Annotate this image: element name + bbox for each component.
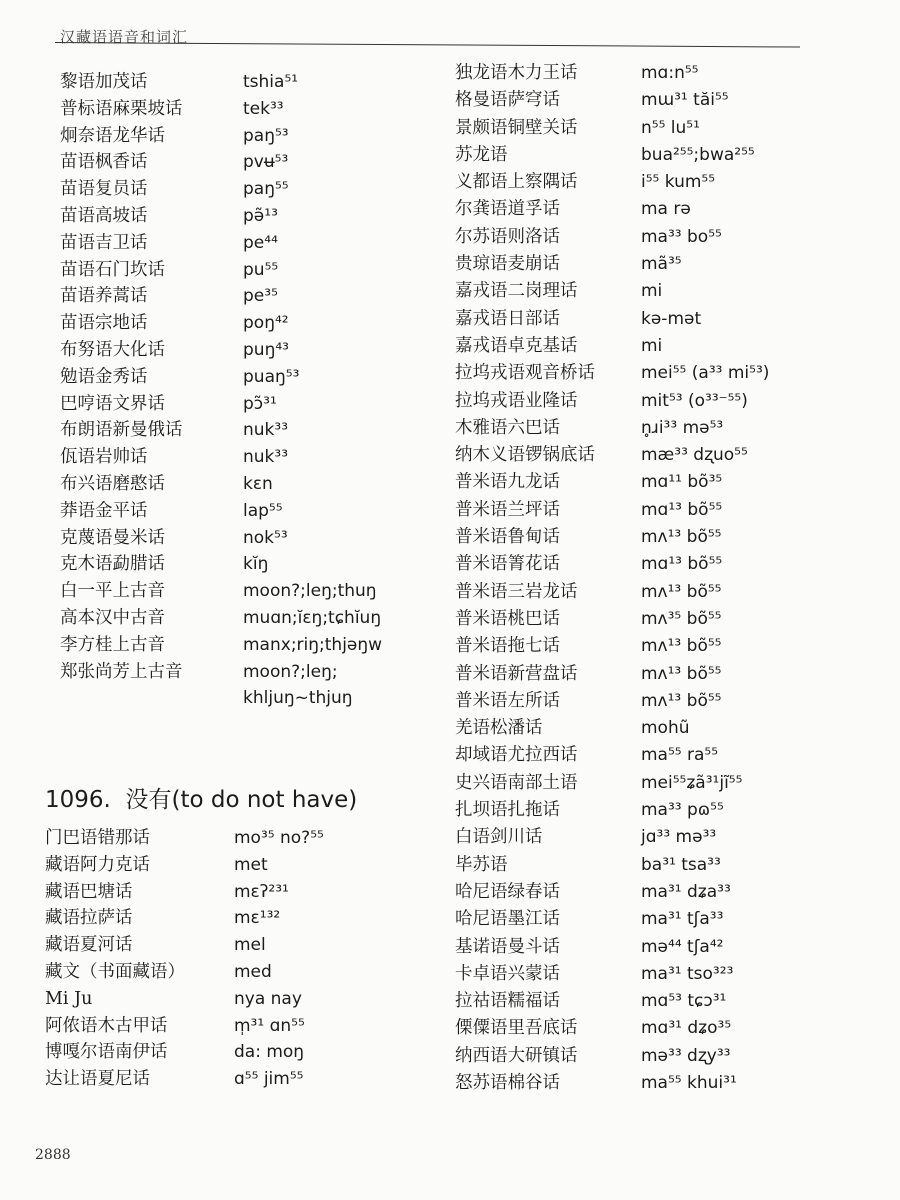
entry-row bbox=[455, 962, 855, 989]
language-name: 却域语尤拉西话 bbox=[455, 745, 578, 766]
language-name: 景颇语铜壁关话 bbox=[455, 117, 578, 138]
language-name: 傈僳语里吾底话 bbox=[455, 1018, 578, 1039]
language-name: 藏语阿力克话 bbox=[45, 854, 150, 875]
language-name: 木雅语六巴话 bbox=[455, 417, 560, 438]
phonetic-form: n̥ɹi³³ mə⁵³ bbox=[641, 417, 724, 438]
phonetic-form: mɑ¹³ bõ⁵⁵ bbox=[641, 554, 723, 575]
entry-row bbox=[60, 418, 400, 445]
entry-row bbox=[455, 416, 855, 443]
phonetic-form: nuk³³ bbox=[243, 420, 289, 441]
entry-row bbox=[60, 284, 400, 311]
entry-row bbox=[455, 880, 855, 907]
entry-row bbox=[60, 97, 400, 124]
entry-row bbox=[455, 716, 855, 743]
language-name: 扎坝语扎拖话 bbox=[455, 800, 560, 821]
phonetic-form: ma³¹ tso³²³ bbox=[641, 963, 734, 984]
phonetic-form: mit⁵³ (o³³⁻⁵⁵) bbox=[641, 390, 748, 411]
phonetic-form: moon?;leŋ;thuŋ bbox=[243, 581, 377, 602]
entry-row bbox=[60, 633, 400, 660]
entry-row bbox=[455, 88, 855, 115]
phonetic-form: ma³³ bo⁵⁵ bbox=[641, 226, 722, 247]
phonetic-form: mã³⁵ bbox=[641, 254, 682, 275]
language-name: 拉坞戎语业隆话 bbox=[455, 390, 578, 411]
entry-row bbox=[455, 361, 855, 388]
language-name: 克蔑语曼米话 bbox=[60, 527, 165, 548]
phonetic-form: mi bbox=[641, 335, 663, 356]
entry-row bbox=[60, 472, 400, 499]
language-name: 黎语加茂话 bbox=[60, 72, 148, 92]
language-name: 布努语大化话 bbox=[60, 339, 165, 360]
language-name: 羌语松潘话 bbox=[455, 718, 543, 739]
phonetic-form: m̩³¹ ɑn⁵⁵ bbox=[234, 1015, 305, 1036]
phonetic-form: ma⁵⁵ khui³¹ bbox=[641, 1072, 737, 1093]
entry-row bbox=[455, 252, 855, 279]
language-name: 嘉戎语日部话 bbox=[455, 308, 560, 329]
phonetic-form: mʌ¹³ bõ⁵⁵ bbox=[641, 636, 722, 657]
phonetic-form: mei⁵⁵ (a³³ mi⁵³) bbox=[641, 363, 770, 384]
language-name: 白一平上古音 bbox=[60, 581, 165, 602]
entry-row bbox=[60, 258, 400, 285]
language-name: 克木语勐腊话 bbox=[60, 554, 165, 575]
entry-row bbox=[60, 392, 400, 419]
entry-row bbox=[455, 279, 855, 306]
phonetic-form: puŋ⁴³ bbox=[243, 339, 289, 360]
phonetic-form: pɔ̃³¹ bbox=[243, 393, 277, 414]
language-name: 苗语养蒿话 bbox=[60, 286, 148, 307]
language-name: 苗语宗地话 bbox=[60, 313, 148, 334]
language-name: 史兴语南部土语 bbox=[455, 772, 578, 793]
entry-row bbox=[455, 552, 855, 579]
phonetic-form: tek³³ bbox=[243, 98, 284, 119]
phonetic-form: i⁵⁵ kum⁵⁵ bbox=[641, 172, 716, 193]
language-name: 尔苏语则洛话 bbox=[455, 226, 560, 247]
entry-row bbox=[60, 124, 400, 151]
entry-row bbox=[45, 1067, 405, 1094]
phonetic-form: n⁵⁵ lu⁵¹ bbox=[641, 117, 700, 138]
entry-row bbox=[455, 1016, 855, 1043]
language-name: 布兴语磨憨话 bbox=[60, 473, 165, 494]
phonetic-form: paŋ⁵³ bbox=[243, 125, 289, 146]
entry-row bbox=[60, 526, 400, 553]
entry-row bbox=[455, 170, 855, 197]
phonetic-form: mei⁵⁵ʑã³¹jĩ⁵⁵ bbox=[641, 772, 743, 793]
language-name: 独龙语木力王话 bbox=[455, 63, 578, 83]
entry-row bbox=[455, 197, 855, 224]
entry-row bbox=[455, 607, 855, 634]
left-column-upper-list bbox=[60, 70, 400, 713]
phonetic-form: paŋ⁵⁵ bbox=[243, 179, 289, 200]
language-name: 尔龚语道孚话 bbox=[455, 199, 560, 220]
phonetic-form: mɛʔ²³¹ bbox=[234, 881, 289, 902]
entry-row bbox=[455, 853, 855, 880]
language-name: 怒苏语棉谷话 bbox=[455, 1072, 560, 1093]
language-name: 格曼语萨穹话 bbox=[455, 90, 560, 111]
entry-row bbox=[60, 552, 400, 579]
entry-row bbox=[60, 177, 400, 204]
entry-row bbox=[455, 798, 855, 825]
entry-row bbox=[60, 660, 400, 687]
phonetic-form: mʌ¹³ bõ⁵⁵ bbox=[641, 527, 722, 548]
entry-row bbox=[60, 150, 400, 177]
entry-row bbox=[455, 389, 855, 416]
entry-row bbox=[45, 906, 405, 933]
language-name: 门巴语错那话 bbox=[45, 828, 150, 848]
language-name: 普米语九龙话 bbox=[455, 472, 560, 493]
running-head: 汉藏语语音和词汇 bbox=[60, 28, 189, 46]
language-name: 普标语麻栗坡话 bbox=[60, 98, 183, 119]
phonetic-form: ɑ⁵⁵ jim⁵⁵ bbox=[234, 1069, 304, 1090]
phonetic-form: mɛ¹³² bbox=[234, 908, 281, 929]
page-number: 2888 bbox=[35, 1147, 71, 1163]
language-name: 卡卓语兴蒙话 bbox=[455, 963, 560, 984]
phonetic-form: mi bbox=[641, 281, 663, 302]
language-name: 高本汉中古音 bbox=[60, 607, 165, 628]
phonetic-form: lap⁵⁵ bbox=[243, 500, 283, 521]
phonetic-form: mohũ bbox=[641, 718, 690, 739]
phonetic-form: pə̃¹³ bbox=[243, 205, 278, 226]
phonetic-form: ma³³ pɷ⁵⁵ bbox=[641, 800, 724, 821]
entry-row bbox=[455, 771, 855, 798]
phonetic-form: mɯ³¹ tăi⁵⁵ bbox=[641, 90, 729, 111]
phonetic-form: mel bbox=[234, 935, 266, 956]
phonetic-form: mɑ³¹ dʑo³⁵ bbox=[641, 1018, 732, 1039]
entry-row bbox=[455, 743, 855, 770]
phonetic-form: kɛn bbox=[243, 473, 273, 494]
language-name: 苗语高坡话 bbox=[60, 205, 148, 226]
section-number: 1096. bbox=[45, 787, 111, 813]
section-heading bbox=[45, 781, 357, 814]
language-name: 藏语巴塘话 bbox=[45, 881, 133, 902]
language-name: 嘉戎语二岗理话 bbox=[455, 281, 578, 302]
language-name: 藏语夏河话 bbox=[45, 935, 133, 956]
language-name: 拉坞戎语观音桥话 bbox=[455, 363, 595, 384]
language-name: 哈尼语墨江话 bbox=[455, 909, 560, 930]
phonetic-form: ma rə bbox=[641, 199, 691, 220]
entry-row bbox=[45, 853, 405, 880]
entry-row bbox=[455, 634, 855, 661]
phonetic-form: puaŋ⁵³ bbox=[243, 366, 300, 387]
language-name: 白语剑川话 bbox=[455, 827, 543, 848]
entry-row bbox=[60, 70, 400, 97]
language-name: 纳木义语锣锅底话 bbox=[455, 445, 595, 466]
entry-row bbox=[455, 935, 855, 962]
entry-row bbox=[45, 933, 405, 960]
phonetic-form: mə³³ dʐy³³ bbox=[641, 1045, 731, 1066]
entry-row bbox=[45, 826, 405, 853]
language-name: 莽语金平话 bbox=[60, 500, 148, 521]
language-name: 阿侬语木古甲话 bbox=[45, 1015, 168, 1036]
entry-row bbox=[455, 1044, 855, 1071]
entry-row bbox=[455, 116, 855, 143]
phonetic-form: mɑ:n⁵⁵ bbox=[641, 63, 699, 83]
language-name: Mi Ju bbox=[45, 988, 93, 1009]
entry-row bbox=[455, 580, 855, 607]
phonetic-form: bua²⁵⁵;bwa²⁵⁵ bbox=[641, 144, 755, 165]
phonetic-form: nok⁵³ bbox=[243, 527, 288, 548]
entry-row bbox=[60, 606, 400, 633]
entry-row bbox=[60, 445, 400, 472]
phonetic-form: nya nay bbox=[234, 988, 302, 1009]
entry-row bbox=[455, 61, 855, 88]
phonetic-form: mæ³³ dʐuo⁵⁵ bbox=[641, 445, 748, 466]
entry-row bbox=[60, 686, 400, 713]
right-column-list bbox=[455, 61, 855, 1098]
phonetic-form: ma³¹ tʃa³³ bbox=[641, 909, 724, 930]
language-name: 苏龙语 bbox=[455, 144, 508, 165]
phonetic-form: khljuŋ~thjuŋ bbox=[243, 688, 353, 709]
entry-row bbox=[45, 987, 405, 1014]
language-name: 达让语夏尼话 bbox=[45, 1069, 150, 1090]
entry-row bbox=[45, 960, 405, 987]
entry-row bbox=[60, 365, 400, 392]
phonetic-form: jɑ³³ mə³³ bbox=[641, 827, 717, 848]
phonetic-form: pe³⁵ bbox=[243, 286, 278, 307]
entry-row bbox=[455, 470, 855, 497]
entry-row bbox=[45, 880, 405, 907]
language-name: 基诺语曼斗话 bbox=[455, 936, 560, 957]
language-name: 普米语鲁甸话 bbox=[455, 527, 560, 548]
phonetic-form: kə-mət bbox=[641, 308, 702, 329]
entry-row bbox=[455, 525, 855, 552]
entry-row bbox=[455, 307, 855, 334]
entry-row bbox=[455, 143, 855, 170]
language-name: 博嘎尔语南伊话 bbox=[45, 1042, 168, 1063]
language-name: 普米语箐花话 bbox=[455, 554, 560, 575]
entry-row bbox=[60, 311, 400, 338]
language-name: 佤语岩帅话 bbox=[60, 447, 148, 468]
language-name: 苗语枫香话 bbox=[60, 152, 148, 173]
phonetic-form: nuk³³ bbox=[243, 447, 289, 468]
phonetic-form: moon?;leŋ; bbox=[243, 661, 338, 682]
entry-row bbox=[60, 231, 400, 258]
entry-row bbox=[455, 443, 855, 470]
phonetic-form: ma⁵⁵ ra⁵⁵ bbox=[641, 745, 719, 766]
phonetic-form: ma³¹ dʑa³³ bbox=[641, 881, 731, 902]
language-name: 普米语桃巴话 bbox=[455, 608, 560, 629]
language-name: 郑张尚芳上古音 bbox=[60, 661, 183, 682]
entry-row bbox=[455, 989, 855, 1016]
phonetic-form: mɑ¹³ bõ⁵⁵ bbox=[641, 499, 723, 520]
phonetic-form: mo³⁵ no?⁵⁵ bbox=[234, 828, 324, 848]
phonetic-form: tshia⁵¹ bbox=[243, 72, 299, 92]
entry-row bbox=[455, 907, 855, 934]
language-name: 普米语兰坪话 bbox=[455, 499, 560, 520]
section-title: 没有(to do not have) bbox=[125, 787, 358, 813]
phonetic-form: med bbox=[234, 961, 272, 982]
entry-row bbox=[60, 579, 400, 606]
entry-row bbox=[60, 499, 400, 526]
entry-row bbox=[455, 225, 855, 252]
phonetic-form: mɑ⁵³ tɕɔ³¹ bbox=[641, 991, 727, 1012]
language-name: 藏文（书面藏语） bbox=[45, 961, 185, 982]
left-column-lower-list bbox=[45, 826, 405, 1094]
language-name: 贵琼语麦崩话 bbox=[455, 254, 560, 275]
entry-row bbox=[45, 1014, 405, 1041]
language-name: 毕苏语 bbox=[455, 854, 508, 875]
language-name: 布朗语新曼俄话 bbox=[60, 420, 183, 441]
language-name: 炯奈语龙华话 bbox=[60, 125, 165, 146]
phonetic-form: mɑ¹¹ bõ³⁵ bbox=[641, 472, 723, 493]
phonetic-form: poŋ⁴² bbox=[243, 313, 289, 334]
phonetic-form: met bbox=[234, 854, 268, 875]
phonetic-form: kĭŋ bbox=[243, 554, 269, 575]
entry-row bbox=[455, 334, 855, 361]
phonetic-form: pe⁴⁴ bbox=[243, 232, 278, 253]
language-name: 义都语上察隅话 bbox=[455, 172, 578, 193]
phonetic-form: da: moŋ bbox=[234, 1042, 305, 1063]
phonetic-form: mə⁴⁴ tʃa⁴² bbox=[641, 936, 724, 957]
language-name: 普米语三岩龙话 bbox=[455, 581, 578, 602]
phonetic-form: pvʉ⁵³ bbox=[243, 152, 289, 173]
language-name: 嘉戎语卓克基话 bbox=[455, 335, 578, 356]
language-name: 拉祜语糯福话 bbox=[455, 991, 560, 1012]
phonetic-form: ba³¹ tsa³³ bbox=[641, 854, 721, 875]
phonetic-form: mʌ³⁵ bõ⁵⁵ bbox=[641, 608, 722, 629]
language-name: 苗语复员话 bbox=[60, 179, 148, 200]
language-name: 纳西语大研镇话 bbox=[455, 1045, 578, 1066]
entry-row bbox=[455, 689, 855, 716]
language-name: 巴哼语文界话 bbox=[60, 393, 165, 414]
entry-row bbox=[455, 825, 855, 852]
language-name: 李方桂上古音 bbox=[60, 634, 165, 655]
phonetic-form: mʌ¹³ bõ⁵⁵ bbox=[641, 663, 722, 684]
language-name: 普米语新营盘话 bbox=[455, 663, 578, 684]
phonetic-form: manx;riŋ;thjəŋw bbox=[243, 634, 383, 655]
language-name: 藏语拉萨话 bbox=[45, 908, 133, 929]
language-name: 哈尼语绿春话 bbox=[455, 881, 560, 902]
phonetic-form: mʌ¹³ bõ⁵⁵ bbox=[641, 690, 722, 711]
language-name: 苗语吉卫话 bbox=[60, 232, 148, 253]
phonetic-form: mʌ¹³ bõ⁵⁵ bbox=[641, 581, 722, 602]
language-name: 普米语拖七话 bbox=[455, 636, 560, 657]
language-name: 普米语左所话 bbox=[455, 690, 560, 711]
entry-row bbox=[60, 204, 400, 231]
phonetic-form: muɑn;ĭɛŋ;tɕhĭuŋ bbox=[243, 607, 382, 628]
entry-row bbox=[60, 338, 400, 365]
entry-row bbox=[455, 498, 855, 525]
phonetic-form: pu⁵⁵ bbox=[243, 259, 279, 280]
language-name: 勉语金秀话 bbox=[60, 366, 148, 387]
entry-row bbox=[455, 1071, 855, 1098]
language-name: 苗语石门坎话 bbox=[60, 259, 165, 280]
entry-row bbox=[455, 662, 855, 689]
entry-row bbox=[45, 1040, 405, 1067]
